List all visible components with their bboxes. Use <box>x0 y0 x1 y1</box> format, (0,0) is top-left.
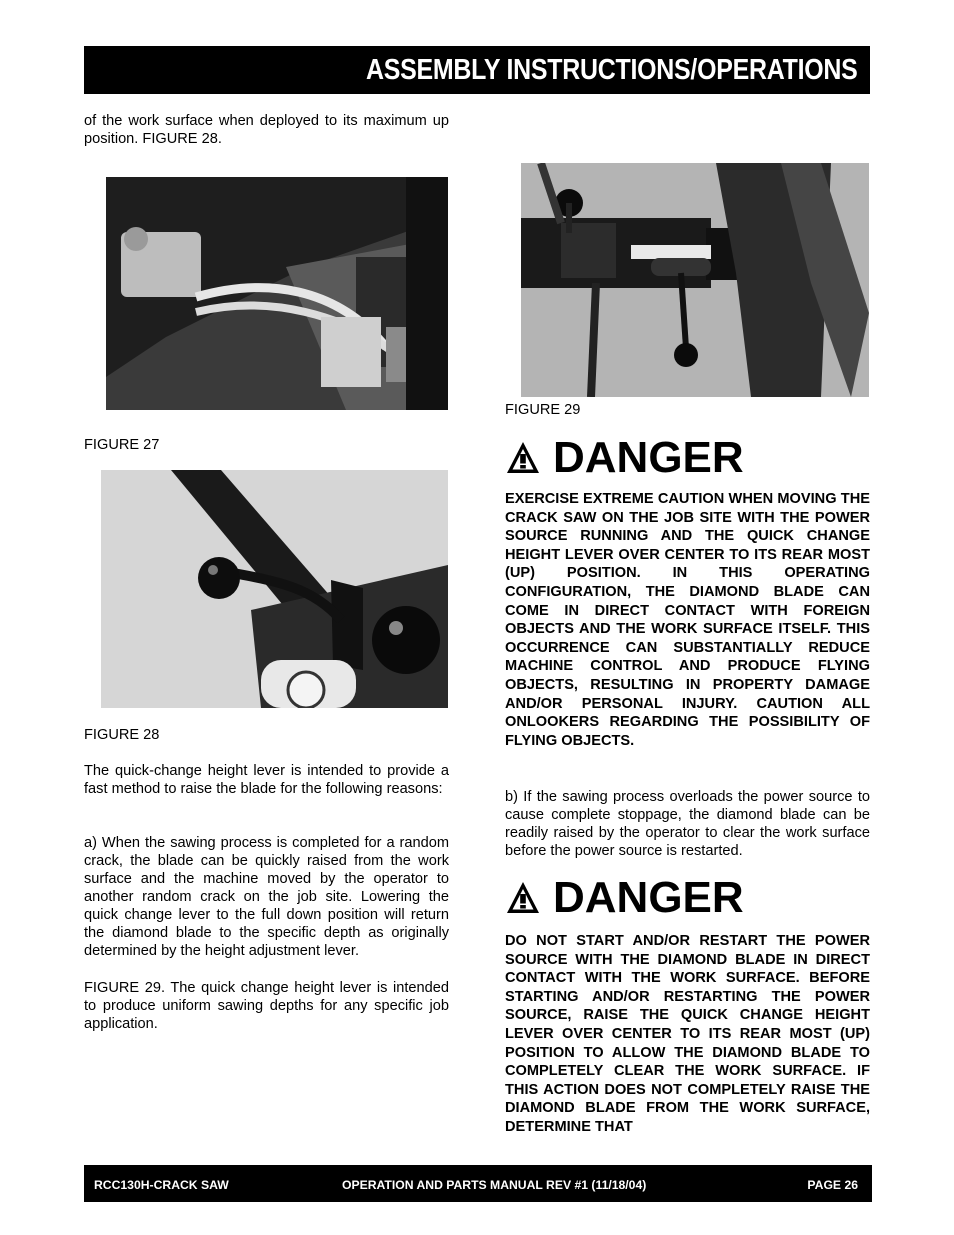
footer-model: RCC130H-CRACK SAW <box>94 1178 229 1192</box>
paragraph-purpose: The quick-change height lever is intended to provide a fast method to raise the blade for the following reasons: <box>84 763 449 797</box>
warning-triangle-icon <box>505 880 541 916</box>
paragraph-a: a) When the sawing process is completed for a random crack, the blade can be quickly raised from the work surface and the machine moved by the operator to another random crack on the job site. Lowering the quick change lever to the full down position will return the diamond blade to the specific depth as originally determined by the height adjustment lever. <box>84 835 449 959</box>
page-title: ASSEMBLY INSTRUCTIONS/OPERATIONS <box>366 54 858 86</box>
danger-text-2: DO NOT START AND/OR RESTART THE POWER SOURCE WITH THE DIAMOND BLADE IN DIRECT CONTACT WITH THE WORK SURFACE. BEFORE STARTING AND/OR RESTARTING THE POWER SOURCE, RAISE THE QUICK CHANGE HEIGHT LEVER OVER CENTER TO ITS REAR MOST (UP) POSITION TO ALLOW THE DIAMOND BLADE TO COMPLETELY CLEAR THE WORK SURFACE. IF THIS ACTION DOES NOT COMPLETELY RAISE THE DIAMOND BLADE FROM THE WORK SURFACE, DETERMINE THAT <box>505 933 870 1135</box>
danger-heading-1 <box>505 433 744 482</box>
figure-29-photo <box>521 163 869 397</box>
figure-27-photo <box>106 177 448 410</box>
page-footer <box>84 1165 872 1202</box>
figure-29-caption: FIGURE 29 <box>505 402 581 418</box>
danger-text-1: EXERCISE EXTREME CAUTION WHEN MOVING THE CRACK SAW ON THE JOB SITE WITH THE POWER SOURCE RUNNING AND THE QUICK CHANGE HEIGHT LEVER OVER CENTER TO ITS REAR MOST (UP) POSITION. IN THIS OPERATING CONFIGURATION, THE DIAMOND BLADE CAN COME IN DIRECT CONTACT WITH FOREIGN OBJECTS AND THE WORK SURFACE ITSELF. THIS OCCURRENCE CAN SUBSTANTIALLY REDUCE MACHINE CONTROL AND PRODUCE FLYING OBJECTS, RESULTING IN PROPERTY DAMAGE AND/OR PERSONAL INJURY. CAUTION ALL ONLOOKERS REGARDING THE POSSIBILITY OF FLYING OBJECTS. <box>505 491 870 749</box>
paragraph-figure-29: FIGURE 29. The quick change height lever is intended to produce uniform sawing depths for any specific job application. <box>84 980 449 1032</box>
figure-28-caption: FIGURE 28 <box>84 727 160 743</box>
footer-manual-title: OPERATION AND PARTS MANUAL REV #1 (11/18/04) <box>342 1178 647 1192</box>
figure-27-caption: FIGURE 27 <box>84 437 160 453</box>
warning-triangle-icon <box>505 440 541 476</box>
intro-text: of the work surface when deployed to its maximum up position. FIGURE 28. <box>84 113 449 147</box>
danger-heading-1-text: DANGER <box>553 433 744 482</box>
footer-page-number: PAGE 26 <box>807 1178 858 1192</box>
page-header <box>84 46 870 94</box>
danger-heading-2-text: DANGER <box>553 873 744 922</box>
paragraph-b: b) If the sawing process overloads the power source to cause complete stoppage, the diamond blade can be readily raised by the operator to clear the work surface before the power source is restarted. <box>505 789 870 859</box>
danger-heading-2 <box>505 873 744 922</box>
figure-28-photo <box>101 470 448 708</box>
